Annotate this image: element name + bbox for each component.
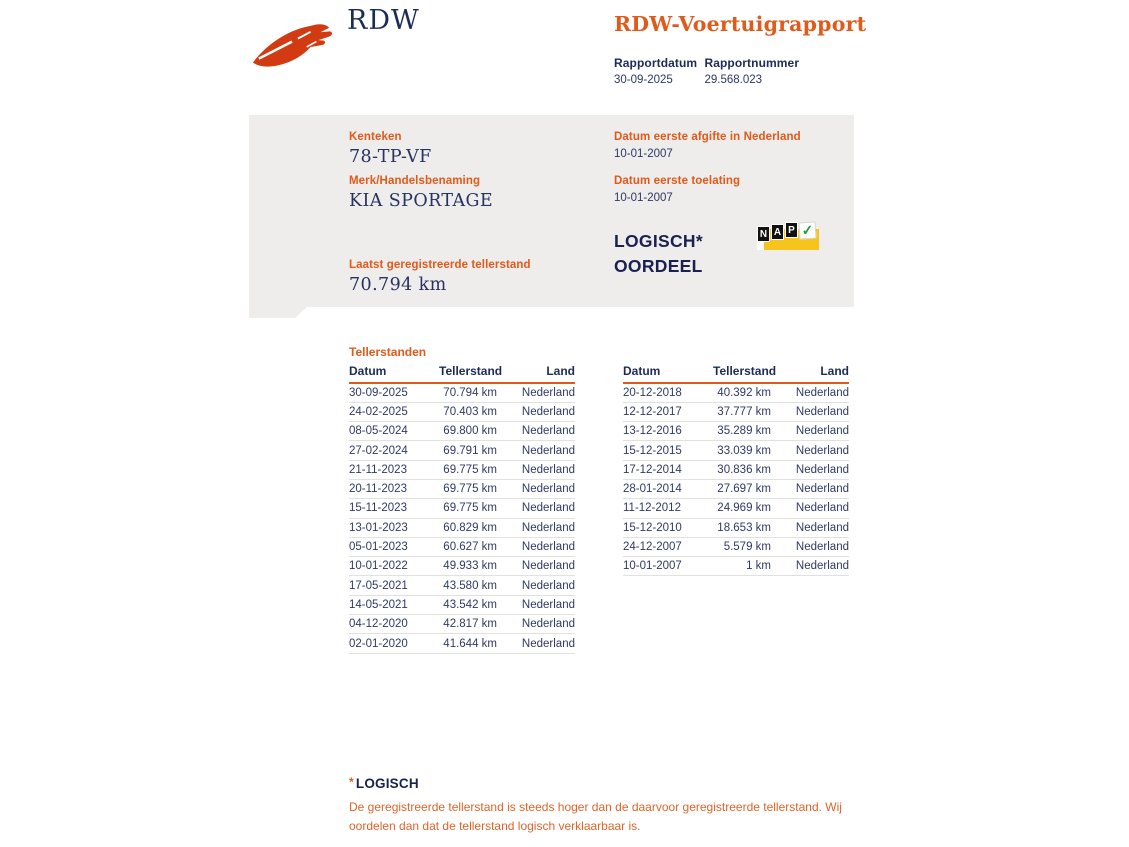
table-header-row xyxy=(623,362,849,383)
odometer-cell: 27.697 km xyxy=(713,479,771,498)
odometer-cell: 35.289 km xyxy=(713,422,771,441)
table-row xyxy=(349,383,575,402)
table-row xyxy=(623,537,849,556)
table-row xyxy=(623,422,849,441)
date-cell: 13-01-2023 xyxy=(349,518,439,537)
date-cell: 28-01-2014 xyxy=(623,479,713,498)
report-date-value: 30-09-2025 xyxy=(614,74,673,86)
table-row xyxy=(349,499,575,518)
table-row xyxy=(349,615,575,634)
odometer-cell: 30.836 km xyxy=(713,460,771,479)
date-cell: 24-12-2007 xyxy=(623,537,713,556)
odometer-cell: 5.579 km xyxy=(713,537,771,556)
odometer-cell: 69.775 km xyxy=(439,460,497,479)
report-meta xyxy=(614,56,799,86)
country-cell: Nederland xyxy=(497,383,575,402)
odometer-cell: 70.794 km xyxy=(439,383,497,402)
table-row xyxy=(349,479,575,498)
country-cell: Nederland xyxy=(771,422,849,441)
oordeel-status xyxy=(614,229,703,279)
date-cell: 30-09-2025 xyxy=(349,383,439,402)
date-cell: 05-01-2023 xyxy=(349,537,439,556)
oordeel-line2: OORDEEL xyxy=(614,256,703,276)
laatste-tellerstand-field xyxy=(349,259,531,295)
country-cell: Nederland xyxy=(497,422,575,441)
table-row xyxy=(623,383,849,402)
odometer-cell: 33.039 km xyxy=(713,441,771,460)
date-cell: 02-01-2020 xyxy=(349,634,439,653)
odometer-cell: 1 km xyxy=(713,557,771,576)
date-cell: 04-12-2020 xyxy=(349,615,439,634)
country-cell: Nederland xyxy=(497,460,575,479)
odometer-cell: 69.800 km xyxy=(439,422,497,441)
odometer-cell: 69.791 km xyxy=(439,441,497,460)
table-row xyxy=(349,422,575,441)
table-row xyxy=(349,634,575,653)
rdw-logo-text: RDW xyxy=(347,5,420,36)
table-row xyxy=(349,518,575,537)
date-cell: 20-11-2023 xyxy=(349,479,439,498)
date-cell: 12-12-2017 xyxy=(623,402,713,421)
table-row xyxy=(349,576,575,595)
table-row xyxy=(623,460,849,479)
odometer-cell: 37.777 km xyxy=(713,402,771,421)
date-cell: 10-01-2007 xyxy=(623,557,713,576)
country-cell: Nederland xyxy=(771,537,849,556)
country-cell: Nederland xyxy=(497,479,575,498)
vehicle-info-panel xyxy=(249,115,854,307)
report-date-label: Rapportdatum xyxy=(614,56,698,70)
report-number-block xyxy=(704,56,799,86)
country-cell: Nederland xyxy=(497,595,575,614)
column-header-datum: Datum xyxy=(623,362,713,383)
table-row xyxy=(623,518,849,537)
table-header-row xyxy=(349,362,575,383)
oordeel-line1: LOGISCH* xyxy=(614,231,703,251)
odometer-cell: 70.403 km xyxy=(439,402,497,421)
footnote-heading-text: LOGISCH xyxy=(355,776,419,791)
table-row xyxy=(349,557,575,576)
date-cell: 08-05-2024 xyxy=(349,422,439,441)
merk-value: KIA SPORTAGE xyxy=(349,191,494,211)
country-cell: Nederland xyxy=(497,518,575,537)
odometer-cell: 49.933 km xyxy=(439,557,497,576)
date-cell: 15-12-2010 xyxy=(623,518,713,537)
nap-checkmark-icon: ✓ xyxy=(798,221,816,239)
table-row xyxy=(623,402,849,421)
country-cell: Nederland xyxy=(771,557,849,576)
tellerstanden-table-left xyxy=(349,362,575,654)
odometer-cell: 43.580 km xyxy=(439,576,497,595)
column-header-datum: Datum xyxy=(349,362,439,383)
odometer-cell: 60.829 km xyxy=(439,518,497,537)
date-cell: 11-12-2012 xyxy=(623,499,713,518)
report-number-label: Rapportnummer xyxy=(704,56,800,70)
country-cell: Nederland xyxy=(497,557,575,576)
toelating-value: 10-01-2007 xyxy=(614,192,673,204)
date-cell: 14-05-2021 xyxy=(349,595,439,614)
table-row xyxy=(349,595,575,614)
rdw-logo-icon xyxy=(252,20,334,70)
nap-logo-icon xyxy=(755,220,823,254)
tellerstanden-table-right xyxy=(623,362,849,576)
table-row xyxy=(623,479,849,498)
afgifte-field xyxy=(614,131,801,160)
date-cell: 21-11-2023 xyxy=(349,460,439,479)
date-cell: 24-02-2025 xyxy=(349,402,439,421)
table-row xyxy=(623,441,849,460)
afgifte-label: Datum eerste afgifte in Nederland xyxy=(614,131,801,143)
toelating-label: Datum eerste toelating xyxy=(614,175,741,187)
country-cell: Nederland xyxy=(771,441,849,460)
date-cell: 17-12-2014 xyxy=(623,460,713,479)
date-cell: 20-12-2018 xyxy=(623,383,713,402)
table-row xyxy=(349,537,575,556)
merk-label: Merk/Handelsbenaming xyxy=(349,175,481,187)
table-row xyxy=(349,402,575,421)
odometer-cell: 69.775 km xyxy=(439,499,497,518)
country-cell: Nederland xyxy=(497,634,575,653)
country-cell: Nederland xyxy=(497,537,575,556)
country-cell: Nederland xyxy=(771,518,849,537)
column-header-land: Land xyxy=(497,362,575,383)
odometer-cell: 24.969 km xyxy=(713,499,771,518)
table-row xyxy=(623,557,849,576)
nap-white-square xyxy=(757,242,764,250)
odometer-cell: 40.392 km xyxy=(713,383,771,402)
odometer-cell: 43.542 km xyxy=(439,595,497,614)
country-cell: Nederland xyxy=(497,402,575,421)
country-cell: Nederland xyxy=(771,460,849,479)
table-row xyxy=(349,460,575,479)
nap-letter-n: N xyxy=(757,226,770,242)
footnote-heading xyxy=(349,775,864,791)
table-row xyxy=(623,499,849,518)
odometer-cell: 69.775 km xyxy=(439,479,497,498)
date-cell: 13-12-2016 xyxy=(623,422,713,441)
column-header-land: Land xyxy=(771,362,849,383)
country-cell: Nederland xyxy=(497,499,575,518)
toelating-field xyxy=(614,175,740,204)
nap-letter-p: P xyxy=(785,222,798,238)
odometer-cell: 42.817 km xyxy=(439,615,497,634)
date-cell: 15-12-2015 xyxy=(623,441,713,460)
laatste-tellerstand-value: 70.794 km xyxy=(349,275,447,295)
kenteken-field xyxy=(349,131,432,167)
afgifte-value: 10-01-2007 xyxy=(614,148,673,160)
kenteken-value: 78-TP-VF xyxy=(349,147,432,167)
date-cell: 10-01-2022 xyxy=(349,557,439,576)
nap-letter-a: A xyxy=(771,224,784,240)
footnote-text: De geregistreerde tellerstand is steeds hoger dan de daarvoor geregistreerde tellerstand. Wij oordelen dan dat de tellerstand logisch verklaarbaar is. xyxy=(349,800,842,833)
report-date-block xyxy=(614,56,700,86)
country-cell: Nederland xyxy=(771,383,849,402)
page-title: RDW-Voertuigrapport xyxy=(614,12,867,36)
kenteken-label: Kenteken xyxy=(349,131,402,143)
laatste-tellerstand-label: Laatst geregistreerde tellerstand xyxy=(349,259,531,271)
country-cell: Nederland xyxy=(497,441,575,460)
column-header-tellerstand: Tellerstand xyxy=(713,362,771,383)
logisch-footnote xyxy=(349,775,864,835)
column-header-tellerstand: Tellerstand xyxy=(439,362,497,383)
tellerstanden-title: Tellerstanden xyxy=(349,345,427,359)
report-number-value: 29.568.023 xyxy=(704,74,763,86)
table-row xyxy=(349,441,575,460)
odometer-cell: 60.627 km xyxy=(439,537,497,556)
country-cell: Nederland xyxy=(771,402,849,421)
footnote-asterisk: * xyxy=(349,775,354,789)
date-cell: 15-11-2023 xyxy=(349,499,439,518)
country-cell: Nederland xyxy=(771,479,849,498)
country-cell: Nederland xyxy=(497,615,575,634)
date-cell: 27-02-2024 xyxy=(349,441,439,460)
date-cell: 17-05-2021 xyxy=(349,576,439,595)
country-cell: Nederland xyxy=(497,576,575,595)
odometer-cell: 41.644 km xyxy=(439,634,497,653)
odometer-cell: 18.653 km xyxy=(713,518,771,537)
merk-field xyxy=(349,175,493,211)
country-cell: Nederland xyxy=(771,499,849,518)
